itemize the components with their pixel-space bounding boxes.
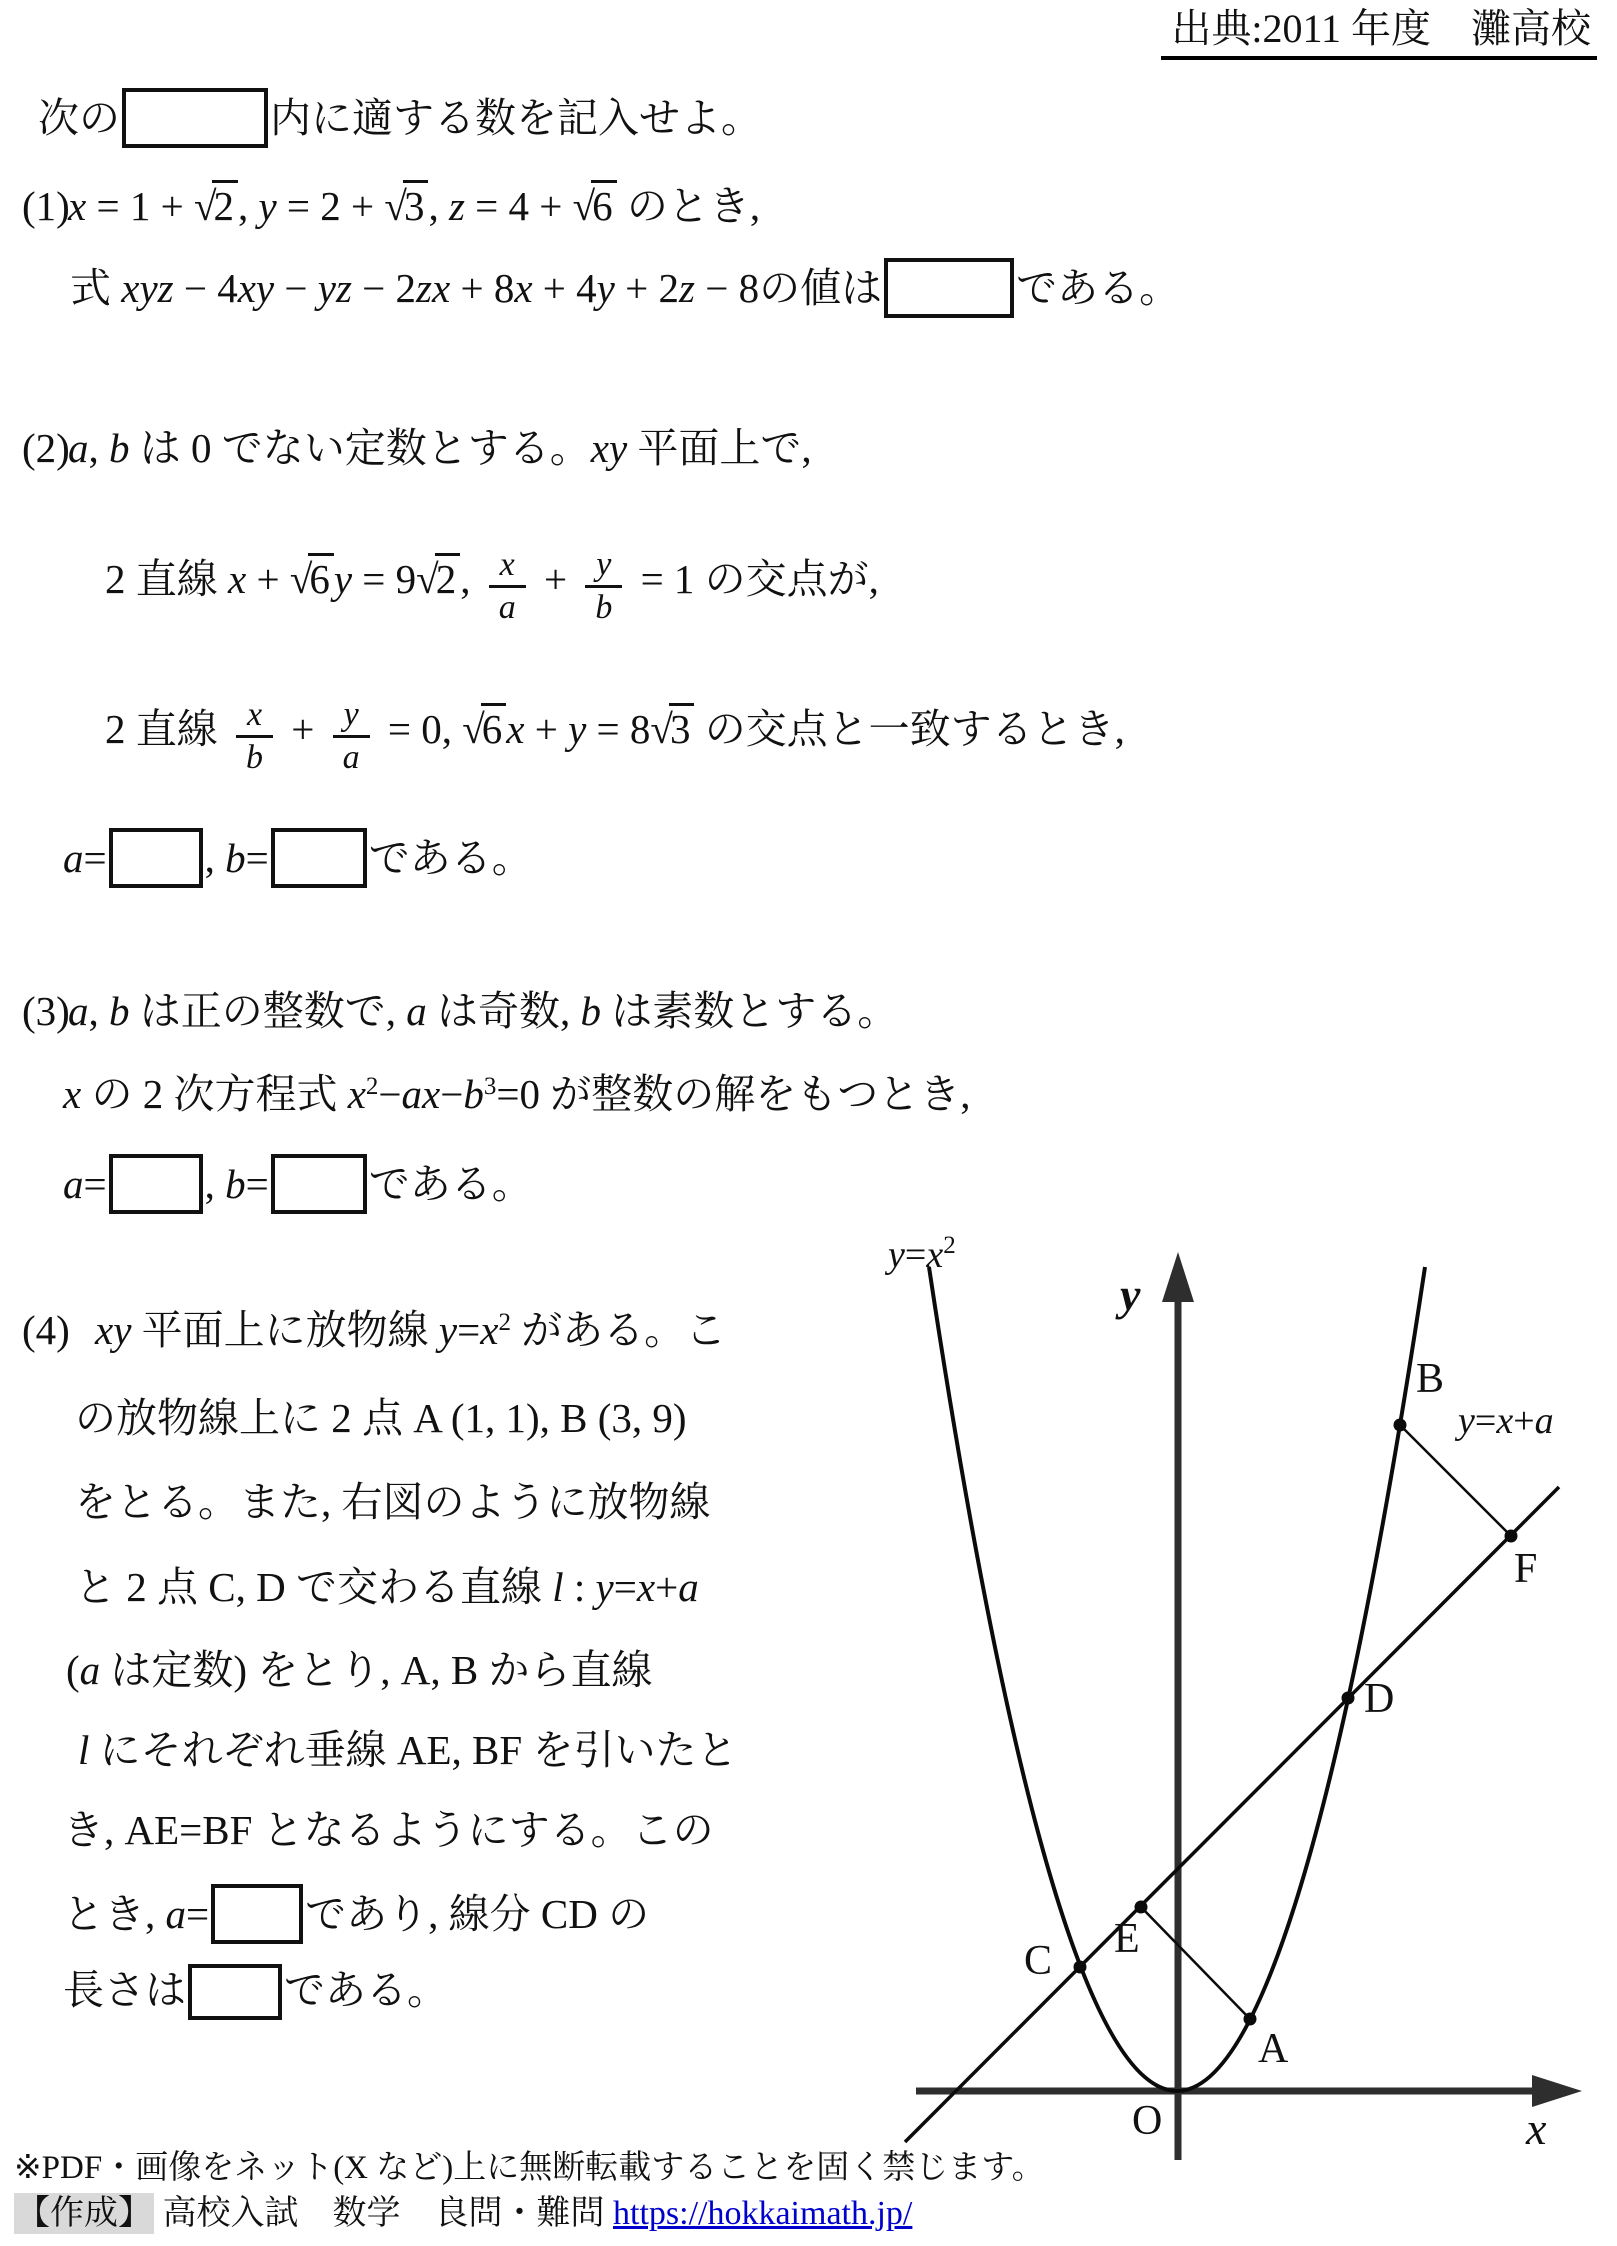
text-run: , bbox=[204, 835, 226, 881]
text-run: = 8 bbox=[586, 705, 651, 752]
text-run: , bbox=[237, 183, 259, 229]
problem-4-line-7 bbox=[63, 1804, 714, 1856]
text-run: がある。こ bbox=[510, 1307, 727, 1353]
text-run: = 4 + bbox=[464, 183, 573, 229]
radical-icon: √ bbox=[416, 555, 437, 602]
text-run: は 0 でない定数とする。 bbox=[129, 425, 591, 471]
math-var: a bbox=[68, 988, 89, 1034]
superscript: 3 bbox=[483, 1073, 497, 1100]
radicand: 2 bbox=[212, 180, 238, 229]
text-run: であり, 線分 CD の bbox=[305, 1891, 650, 1937]
point-B-label: B bbox=[1416, 1356, 1445, 1402]
superscript: 2 bbox=[943, 1232, 956, 1259]
math-var: x bbox=[926, 1234, 944, 1276]
point-C-label: C bbox=[1024, 1938, 1053, 1984]
text-run: である。 bbox=[368, 835, 533, 881]
text-run: + 2 bbox=[614, 265, 679, 311]
text-run: とき, bbox=[63, 1891, 166, 1937]
answer-box[interactable] bbox=[271, 1154, 367, 1214]
text-run: 平面上で, bbox=[627, 425, 812, 471]
math-var: y bbox=[568, 705, 587, 752]
point-A-dot bbox=[1244, 2013, 1257, 2026]
text-run: + bbox=[524, 705, 569, 752]
text-run: = bbox=[245, 1161, 269, 1207]
text-run: , bbox=[88, 425, 109, 471]
math-var: a bbox=[63, 1161, 84, 1207]
math-var: zx bbox=[416, 265, 451, 311]
answer-box[interactable] bbox=[884, 258, 1014, 318]
text-run: + bbox=[655, 1564, 679, 1610]
math-var: x bbox=[636, 1564, 656, 1610]
math-var: y bbox=[595, 1564, 614, 1610]
y-axis-arrow-icon bbox=[1162, 1252, 1194, 1302]
math-var: xy bbox=[95, 1307, 132, 1353]
numerator: y bbox=[596, 546, 612, 583]
source-header: 出典:2011 年度 灘高校 bbox=[1161, 6, 1597, 60]
copyright-notice: ※PDF・画像をネット(X など)上に無断転載することを固く禁じます。 bbox=[14, 2150, 1045, 2186]
text-run: をとる。また, 右図のように放物線 bbox=[75, 1479, 711, 1525]
text-run: = bbox=[457, 1307, 481, 1353]
math-var: z bbox=[448, 183, 465, 229]
text-run: − 4 bbox=[173, 265, 238, 311]
math-var: a bbox=[165, 1891, 186, 1937]
math-var: a bbox=[1534, 1400, 1554, 1442]
text-run: である。 bbox=[1016, 265, 1181, 311]
text-run: は奇数, bbox=[426, 988, 581, 1034]
math-var: a bbox=[63, 835, 84, 881]
radical-icon: √ bbox=[462, 705, 483, 752]
math-var: x bbox=[514, 265, 533, 311]
sqrt bbox=[290, 556, 334, 602]
answer-box[interactable] bbox=[211, 1884, 303, 1944]
fraction bbox=[489, 545, 526, 628]
parabola-equation-label bbox=[888, 1232, 956, 1276]
radicand: 2 bbox=[435, 553, 461, 602]
problem-2-answer-line bbox=[63, 828, 533, 888]
math-var: y bbox=[438, 1307, 458, 1353]
text-run: + bbox=[533, 555, 578, 602]
math-var: x bbox=[228, 555, 247, 602]
credit-tag: 【作成】 bbox=[16, 2195, 152, 2232]
problem-4-line-9 bbox=[63, 1964, 448, 2020]
answer-box[interactable] bbox=[122, 88, 268, 148]
math-var: y bbox=[596, 265, 615, 311]
sqrt bbox=[194, 183, 238, 229]
text-run: = 2 + bbox=[276, 183, 385, 229]
denominator: b bbox=[236, 735, 273, 778]
fraction bbox=[236, 695, 273, 778]
text-run: ( bbox=[66, 1647, 80, 1693]
text-run: = bbox=[613, 1564, 637, 1610]
text-run: = 9 bbox=[352, 555, 417, 602]
denominator: a bbox=[333, 735, 370, 778]
y-axis-label: y bbox=[1120, 1269, 1141, 1320]
text-run: である。 bbox=[284, 1967, 448, 2013]
math-var: a bbox=[68, 425, 89, 471]
superscript: 2 bbox=[498, 1309, 511, 1336]
problem-1-line-1 bbox=[68, 180, 760, 232]
math-var: x bbox=[68, 183, 87, 229]
radicand: 3 bbox=[669, 703, 695, 752]
problem-4-line-4 bbox=[75, 1561, 699, 1613]
radicand: 6 bbox=[591, 180, 617, 229]
text-run: , bbox=[428, 183, 449, 229]
math-var: y bbox=[333, 555, 353, 602]
line-equation-label bbox=[1458, 1402, 1554, 1440]
problem-4-line-8 bbox=[63, 1884, 649, 1944]
text-run: = bbox=[245, 835, 269, 881]
credit-text: 高校入試 数学 良問・難問 bbox=[154, 2195, 613, 2232]
math-var: l bbox=[552, 1564, 564, 1610]
text-run: = 1 の交点が, bbox=[630, 555, 879, 602]
answer-box[interactable] bbox=[109, 1154, 203, 1214]
text-run: − bbox=[378, 1071, 402, 1117]
math-var: ax bbox=[401, 1071, 441, 1117]
math-var: b bbox=[580, 988, 601, 1034]
text-run: + 4 bbox=[532, 265, 597, 311]
text-run: − bbox=[440, 1071, 464, 1117]
problem-1-marker: (1) bbox=[22, 183, 70, 229]
text-run: 次の bbox=[38, 95, 120, 141]
point-B-dot bbox=[1394, 1419, 1407, 1432]
radical-icon: √ bbox=[289, 555, 311, 602]
text-run: の 2 次方程式 bbox=[81, 1071, 348, 1117]
math-var: xy bbox=[237, 265, 275, 311]
radical-icon: √ bbox=[650, 705, 671, 752]
answer-box[interactable] bbox=[188, 1964, 282, 2020]
math-var: y bbox=[888, 1234, 905, 1276]
problem-2-line-3 bbox=[105, 695, 1125, 776]
point-F-label: F bbox=[1514, 1546, 1538, 1592]
radical-icon: √ bbox=[384, 183, 405, 229]
math-var: x bbox=[63, 1071, 82, 1117]
math-var: b bbox=[225, 835, 246, 881]
radicand: 6 bbox=[308, 553, 334, 602]
x-axis-label: x bbox=[1526, 2103, 1547, 2154]
intro-line bbox=[38, 88, 762, 148]
point-E-dot bbox=[1135, 1901, 1148, 1914]
math-var: x bbox=[506, 705, 525, 752]
radical-icon: √ bbox=[193, 183, 215, 229]
origin-label: O bbox=[1132, 2098, 1163, 2144]
text-run: = bbox=[904, 1234, 927, 1276]
answer-box[interactable] bbox=[271, 828, 367, 888]
figure-canvas bbox=[860, 1230, 1617, 2160]
math-var: xy bbox=[590, 425, 628, 471]
text-run: =0 が整数の解をもつとき, bbox=[496, 1071, 971, 1117]
math-var: a bbox=[79, 1647, 101, 1693]
text-run: のとき, bbox=[616, 183, 761, 229]
text-run: 内に適する数を記入せよ。 bbox=[270, 95, 762, 141]
math-var: xyz bbox=[121, 265, 174, 311]
text-run: 平面上に放物線 bbox=[131, 1307, 439, 1353]
line-l bbox=[905, 1487, 1559, 2142]
text-run: = bbox=[83, 835, 107, 881]
denominator: b bbox=[585, 585, 622, 628]
text-run: + 8 bbox=[450, 265, 515, 311]
math-var: z bbox=[678, 265, 695, 311]
problem-4-line-5 bbox=[66, 1644, 653, 1696]
text-run: の放物線上に 2 点 A (1, 1), B (3, 9) bbox=[75, 1395, 687, 1441]
text-run: き, AE=BF となるようにする。この bbox=[63, 1807, 714, 1853]
point-E-label: E bbox=[1114, 1916, 1140, 1962]
text-run: : bbox=[563, 1564, 596, 1610]
text-run: − 2 bbox=[351, 265, 417, 311]
radicand: 3 bbox=[403, 180, 429, 229]
sqrt bbox=[650, 706, 694, 752]
superscript: 2 bbox=[365, 1073, 379, 1100]
text-run: = bbox=[186, 1891, 210, 1937]
text-run: = 1 + bbox=[86, 183, 194, 229]
math-var: yz bbox=[317, 265, 352, 311]
problem-3-answer-line bbox=[63, 1154, 533, 1214]
text-run: = bbox=[83, 1161, 107, 1207]
text-run: にそれぞれ垂線 AE, BF を引いたと bbox=[89, 1727, 738, 1773]
parabola-figure bbox=[860, 1230, 1617, 2160]
text-run: は素数とする。 bbox=[601, 988, 899, 1034]
math-var: b bbox=[463, 1071, 484, 1117]
point-A-label: A bbox=[1258, 2026, 1289, 2072]
text-run: = 0, bbox=[377, 705, 463, 752]
text-run: , bbox=[460, 555, 481, 602]
math-var: a bbox=[406, 988, 427, 1034]
text-run: , bbox=[88, 988, 109, 1034]
radicand: 6 bbox=[481, 703, 507, 752]
text-run: と 2 点 C, D で交わる直線 bbox=[75, 1564, 553, 1610]
problem-2-marker: (2) bbox=[22, 425, 70, 471]
text-run: は正の整数で, bbox=[129, 988, 407, 1034]
problem-3-line-2 bbox=[63, 1068, 970, 1120]
text-run: + bbox=[1513, 1400, 1535, 1442]
sqrt bbox=[416, 556, 460, 602]
point-D-dot bbox=[1342, 1692, 1355, 1705]
text-run: − bbox=[274, 265, 318, 311]
problem-2-line-1 bbox=[68, 422, 812, 474]
numerator: y bbox=[343, 696, 359, 733]
denominator: a bbox=[489, 585, 526, 628]
text-run: 2 直線 bbox=[105, 555, 228, 602]
text-run: + bbox=[281, 705, 325, 752]
point-C-dot bbox=[1074, 1961, 1087, 1974]
text-run: は定数) をとり, A, B から直線 bbox=[100, 1647, 653, 1693]
numerator: x bbox=[499, 546, 515, 583]
math-var: b bbox=[109, 988, 130, 1034]
fraction bbox=[585, 545, 622, 628]
problem-4-line-6 bbox=[78, 1724, 737, 1776]
text-run: − 8の値は bbox=[694, 265, 883, 311]
problem-4-line-1 bbox=[95, 1304, 726, 1356]
math-var: y bbox=[1458, 1400, 1475, 1442]
problem-1-line-2 bbox=[70, 258, 1180, 318]
problem-2-line-2 bbox=[105, 545, 879, 626]
math-var: x bbox=[347, 1071, 366, 1117]
problem-4-marker: (4) bbox=[22, 1307, 70, 1353]
sqrt bbox=[462, 706, 506, 752]
text-run: + bbox=[246, 555, 290, 602]
radical-icon: √ bbox=[572, 183, 594, 229]
math-var: x bbox=[1496, 1400, 1514, 1442]
math-var: b bbox=[109, 425, 130, 471]
math-var: a bbox=[678, 1564, 699, 1610]
fraction bbox=[333, 695, 370, 778]
hokkaimath-link[interactable]: https://hokkaimath.jp/ bbox=[613, 2195, 913, 2232]
text-run: である。 bbox=[368, 1161, 533, 1207]
math-var: b bbox=[225, 1161, 246, 1207]
text-run: = bbox=[1474, 1400, 1497, 1442]
text-run: 2 直線 bbox=[105, 705, 228, 752]
answer-box[interactable] bbox=[109, 828, 203, 888]
point-F-dot bbox=[1505, 1530, 1518, 1543]
text-run: 式 bbox=[70, 265, 122, 311]
problem-3-marker: (3) bbox=[22, 988, 70, 1034]
math-var: y bbox=[258, 183, 277, 229]
numerator: x bbox=[246, 696, 263, 733]
sqrt bbox=[573, 183, 617, 229]
text-run: 長さは bbox=[63, 1967, 186, 2013]
problem-4-line-3 bbox=[75, 1476, 711, 1528]
point-D-label: D bbox=[1364, 1676, 1395, 1722]
text-run: , bbox=[204, 1161, 226, 1207]
segment-AE bbox=[1141, 1907, 1250, 2019]
math-var: x bbox=[480, 1307, 499, 1353]
text-run: の交点と一致するとき, bbox=[694, 705, 1125, 752]
credit-line bbox=[14, 2192, 912, 2236]
problem-4-line-2 bbox=[75, 1392, 687, 1444]
math-var: l bbox=[78, 1727, 90, 1773]
sqrt bbox=[384, 183, 428, 229]
problem-3-line-1 bbox=[68, 985, 898, 1037]
